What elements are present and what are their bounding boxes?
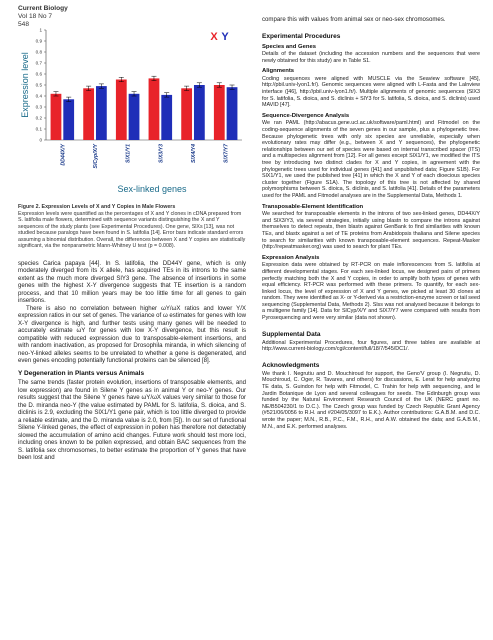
subsection-heading: Expression Analysis bbox=[262, 254, 320, 261]
y-tick-label: 1 bbox=[39, 27, 42, 33]
subsection-heading: Species and Genes bbox=[262, 43, 317, 50]
x-tick-label: SlX1/Y1 bbox=[125, 144, 132, 164]
section-heading: Y Degeneration in Plants versus Animals bbox=[18, 369, 145, 377]
bar-x bbox=[181, 88, 192, 140]
paragraph: There is also no correlation between higher ωY/ωX ratios and lower Y/X expression ratios in our set of genes. The variance of ω estimates for genes with low X-Y divergence is high, and further tests using many genes will be needed to accurately estimate ωY for genes with low X-Y divergence, but this result is compatible with reduced expression due to transposable-element insertions, and with random inactivation, as proposed for Drosophila miranda, in which silencing of neo-Y-linked alleles seems to be unrelated to whether a gene is degenerated, and even genes encoding potentially functional proteins can be silenced [8]. bbox=[18, 304, 246, 364]
section-heading: Experimental Procedures bbox=[262, 32, 341, 40]
x-axis-label: Sex-linked genes bbox=[117, 184, 187, 194]
caption-text: Expression levels were quantified as the percentages of X and Y clones in cDNA prepared from S. latifolia male flowers, determined with sequence variants distinguishing the X and Y sequences of the study plants (see Experimental Procedures). One gene, SlXs [13], was not studied because paralogs have been found in S. latifolia [14]. Error bars indicate standard errors assuming a binomial distribution. Overall, the differences between X and Y copies are statistically significant, via the nonparametric Mann-Whitney U test (p = 0.008). bbox=[18, 210, 246, 249]
x-tick-label: DD44X/Y bbox=[60, 144, 67, 166]
left-body bbox=[18, 260, 246, 462]
expression-bar-chart bbox=[18, 22, 246, 200]
section-heading: Acknowledgments bbox=[262, 361, 320, 369]
bar-x bbox=[83, 88, 94, 140]
y-tick-label: 0.6 bbox=[35, 71, 42, 77]
x-tick-label: SlX7/Y7 bbox=[223, 144, 230, 164]
y-tick-label: 0.9 bbox=[35, 38, 42, 44]
paragraph: We ran PAML (http://abacus.gene.ucl.ac.uk/software/paml.html) and Fitmodel on the coding-sequence alignments of the seven genes in our sample, plus a phylogenetic tree. Because phylogenetic trees with only six species are unreliable, especially when evolutionary rates may differ (e.g., between X and Y sequences), the phylogenetic relationships between our set of species were based on internal transcribed spacer (ITS) and a multispecies alignment from [12]. For all genes except SlX1/Y1, we modified the ITS tree by introducing two distinct clades for X and Y copies, in agreement with the phylogenetic trees used for individual genes ([41] and unpublished data; Figure S1B). For SlX1/Y1, we used the published tree [41] in which the X and Y of each dioecious species cluster together (Figure S1A). The topology of this tree is not affected by shared polymorphisms between S. dioica, S. diclinis, and S. latifolia [41]. Details of the parameters used for the PAML and Fitmodel analyses are in the Supplemental Data, Methods 1. bbox=[262, 120, 480, 199]
y-tick-label: 0.2 bbox=[35, 115, 42, 121]
legend-x: X bbox=[210, 31, 218, 43]
subsection-heading: Transposable-Element Identification bbox=[262, 203, 364, 210]
journal-volume: Vol 18 No 7 bbox=[18, 13, 53, 20]
page-number: 548 bbox=[18, 21, 30, 28]
right-column bbox=[262, 16, 480, 430]
paragraph: Coding sequences were aligned with MUSCLE via the Seaview software [45], http://pbil.univ-lyon1.fr/). Genomic sequences were aligned with L-Fasta and the Lalnview interface ([46], http://pbil.univ-lyon1.fr/). Multiple alignments of genomic sequences (SlX3 for S. latifolia, S. dioica, and S. diclinis + SlY3 for S. latifolia, S. dioica, and S. diclinis) used MAVID [47]. bbox=[262, 75, 480, 109]
paragraph: We searched for transposable elements in the introns of two sex-linked genes, DD44X/Y and SlX3/Y3, via several strategies, initially using blastn to compare the introns against themselves to detect repeats, then blastn against GenBank to find similarities with known TEs, and blastx against a set of TE proteins from Arabidopsis thaliana and Silene species to search for similarities with known transposable-element sequences. Repeat-Masker (http://repeatmasker.org) was used to search for plant TEs. bbox=[262, 211, 480, 251]
bar-y bbox=[96, 86, 107, 140]
methods bbox=[262, 44, 480, 322]
caption-label: Figure 2. Expression Levels of X and Y Copies in Male Flowers bbox=[18, 204, 176, 210]
y-tick-label: 0.3 bbox=[35, 104, 42, 110]
x-tick-label: SlCyp/X/Y bbox=[93, 144, 99, 169]
journal-name: Current Biology bbox=[18, 5, 68, 12]
bar-y bbox=[161, 95, 172, 140]
y-axis-label: Expression level bbox=[20, 52, 30, 118]
section-heading: Supplemental Data bbox=[262, 330, 321, 338]
bar-y bbox=[194, 85, 205, 140]
bar-y bbox=[227, 87, 238, 140]
figure-2 bbox=[18, 22, 246, 200]
y-tick-label: 0.4 bbox=[35, 93, 42, 99]
figure-caption bbox=[18, 204, 246, 250]
y-tick-label: 0 bbox=[39, 137, 42, 143]
bar-x bbox=[214, 85, 225, 140]
bar-x bbox=[51, 94, 62, 140]
paragraph: Expression data were obtained by RT-PCR on male inflorescences from S. latifolia at different developmental stages. For each sex-linked locus, we designed pairs of primers perfectly matching both the X and Y copies, in order to amplify both types of genes with equal efficiency. RT-PCR was performed with these primers. To quantify, for each sex-linked locus, the level of expression of X and Y genes, we picked at least 30 clones at random. They were identified as X- or Y-derived via a restriction-enzyme screen or tail seed sequencing (Supplemental Data, Methods 2). Slss was not analysed because it belongs to a multigene family [14]. Data for SlCyp/X/Y and SlX7/Y7 were compared with results from Pyrosequencing and were very similar (data not shown). bbox=[262, 262, 480, 322]
x-tick-label: SlX4/Y4 bbox=[191, 144, 197, 164]
y-tick-label: 0.1 bbox=[35, 126, 42, 132]
acknowledgments-text: We thank I. Negrutiu and D. Mouchiroud for support, the Geno'V group (I. Negrutiu, D. Mouchiroud, C. Oger, R. Tavares, and others) for discussions, E. Lerat for help analyzing TE data, S. Guindon for help with Fitmodel, C. Trahin for help with sequencing, and le Jardin Botanique de Lyon and several colleagues for seeds. The Edinburgh group was funded by the Natural Environment Research Council of the UK (NERC grant no. NE/B504230/1 to D.C.). The Czech group was funded by Czech Republic Grant Agency (#521/06/0056 to R.H. and #204/05/3097 to E.K.). Author contributions: G.A.B.M. and D.C. wrote the paper; M.N., R.B., P.C., F.M., R.H., and A.W. obtained the data; and G.A.B.M., M.N., and E.K. performed analyses. bbox=[262, 370, 480, 430]
bar-y bbox=[63, 99, 74, 140]
right-intro: compare this with values from animal sex or neo-sex chromosomes. bbox=[262, 16, 446, 23]
bar-x bbox=[116, 80, 127, 141]
supplemental-text: Additional Experimental Procedures, four figures, and three tables are available at http://www.current-biology.com/cgi/content/full/18/7/545/DC1/. bbox=[262, 339, 480, 353]
y-tick-label: 0.7 bbox=[35, 60, 42, 66]
subsection-heading: Sequence-Divergence Analysis bbox=[262, 112, 350, 119]
bar-y bbox=[129, 94, 140, 140]
y-tick-label: 0.5 bbox=[35, 82, 42, 88]
left-column bbox=[18, 22, 246, 462]
x-tick-label: SlX3/Y3 bbox=[158, 144, 165, 164]
paragraph: Details of the dataset (including the accession numbers and the sequences that were newly obtained for this study) are in Table S1. bbox=[262, 51, 480, 64]
legend-y: Y bbox=[221, 31, 229, 43]
paragraph: The same trends (faster protein evolution, insertions of transposable elements, and low expression) are found in Silene Y genes as in animal Y or neo-Y genes. Our results suggest that the Silene Y genes have ωY/ωX values very similar to those for the D. miranda neo-Y (the value estimated by PAML for S. latifolia, S. dioica, and S. diclinis is 2.9, excluding the SlX1/Y1 gene pair, which is too little diverged to provide a reliable estimate, and the D. miranda value is 2.0, from [5]). In our set of functional Silene Y-linked genes, the effect of expression in pollen has therefore not detectably slowed the accumulation of amino acid changes. Future work should test more loci, including ones known to be pollen expressed, and obtain BAC sequences from the S. latifolia sex chromosomes, to better estimate the proportion of Y genes that have been lost and bbox=[18, 379, 246, 461]
subsection-heading: Alignments bbox=[262, 68, 295, 75]
paragraph: species Carica papaya [44]. In S. latifolia, the DD44Y gene, which is only moderately diverged from its X allele, has acquired TEs in its introns to the same extent as the much more diverged SlY3 gene. The absence of insertions in some genes with the highest X-Y divergence suggests that TE insertion is a random process, and that 10 million years may be too little time for all genes to gain insertions. bbox=[18, 259, 246, 304]
y-tick-label: 0.8 bbox=[35, 49, 42, 55]
bar-x bbox=[149, 78, 160, 140]
